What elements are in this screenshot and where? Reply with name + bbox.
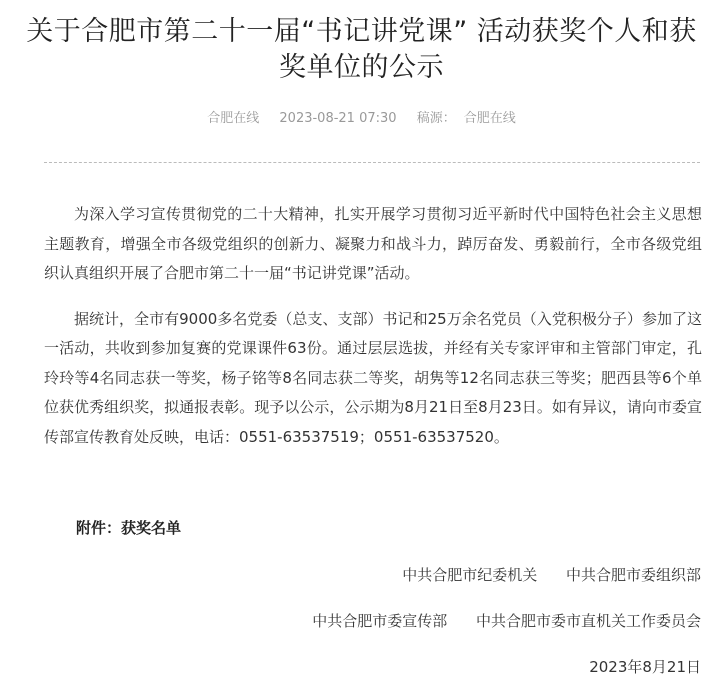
meta-source-label: 稿源： <box>416 111 456 126</box>
signature-municipal-working-committee: 中共合肥市委市直机关工作委员会 <box>475 612 701 630</box>
article-body <box>44 200 702 452</box>
publish-date: 2023年8月21日 <box>589 658 701 676</box>
signature-organization-dept: 中共合肥市委组织部 <box>565 566 701 584</box>
meta-site: 合肥在线 <box>207 111 260 126</box>
signature-row-1 <box>402 564 701 585</box>
dashed-divider <box>44 162 700 163</box>
meta-datetime: 2023-08-21 07:30 <box>279 111 397 126</box>
signature-date <box>589 656 701 677</box>
meta-source: 合肥在线 <box>463 111 516 126</box>
signature-row-2 <box>312 610 701 631</box>
article-meta <box>0 107 723 126</box>
signature-discipline-commission: 中共合肥市纪委机关 <box>402 566 538 584</box>
article-title: 关于合肥市第二十一届“书记讲党课” 活动获奖个人和获奖单位的公示 <box>26 16 697 83</box>
paragraph-intro: 为深入学习宣传贯彻党的二十大精神，扎实开展学习贯彻习近平新时代中国特色社会主义思想主题教育，增强全市各级党组织的创新力、凝聚力和战斗力，踔厉奋发、勇毅前行，全市各级党组织认真组织开展了合肥市第二十一届“书记讲党课”活动。 <box>44 205 702 282</box>
attachment-label: 附件：获奖名单 <box>76 519 182 537</box>
paragraph-results: 据统计，全市有9000多名党委（总支、支部）书记和25万余名党员（入党积极分子）参加了这一活动，共收到参加复赛的党课课件63份。通过层层选拔，并经有关专家评审和主管部门审定，孔玲玲等4名同志获一等奖，杨子铭等8名同志获二等奖，胡隽等12名同志获三等奖；肥西县等6个单位获优秀组织奖，拟通报表彰。现予以公示，公示期为8月21日至8月23日。如有异议，请向市委宣传部宣传教育处反映，电话：0551-63537519；0551-63537520。 <box>44 309 702 446</box>
signature-publicity-dept: 中共合肥市委宣传部 <box>312 612 448 630</box>
